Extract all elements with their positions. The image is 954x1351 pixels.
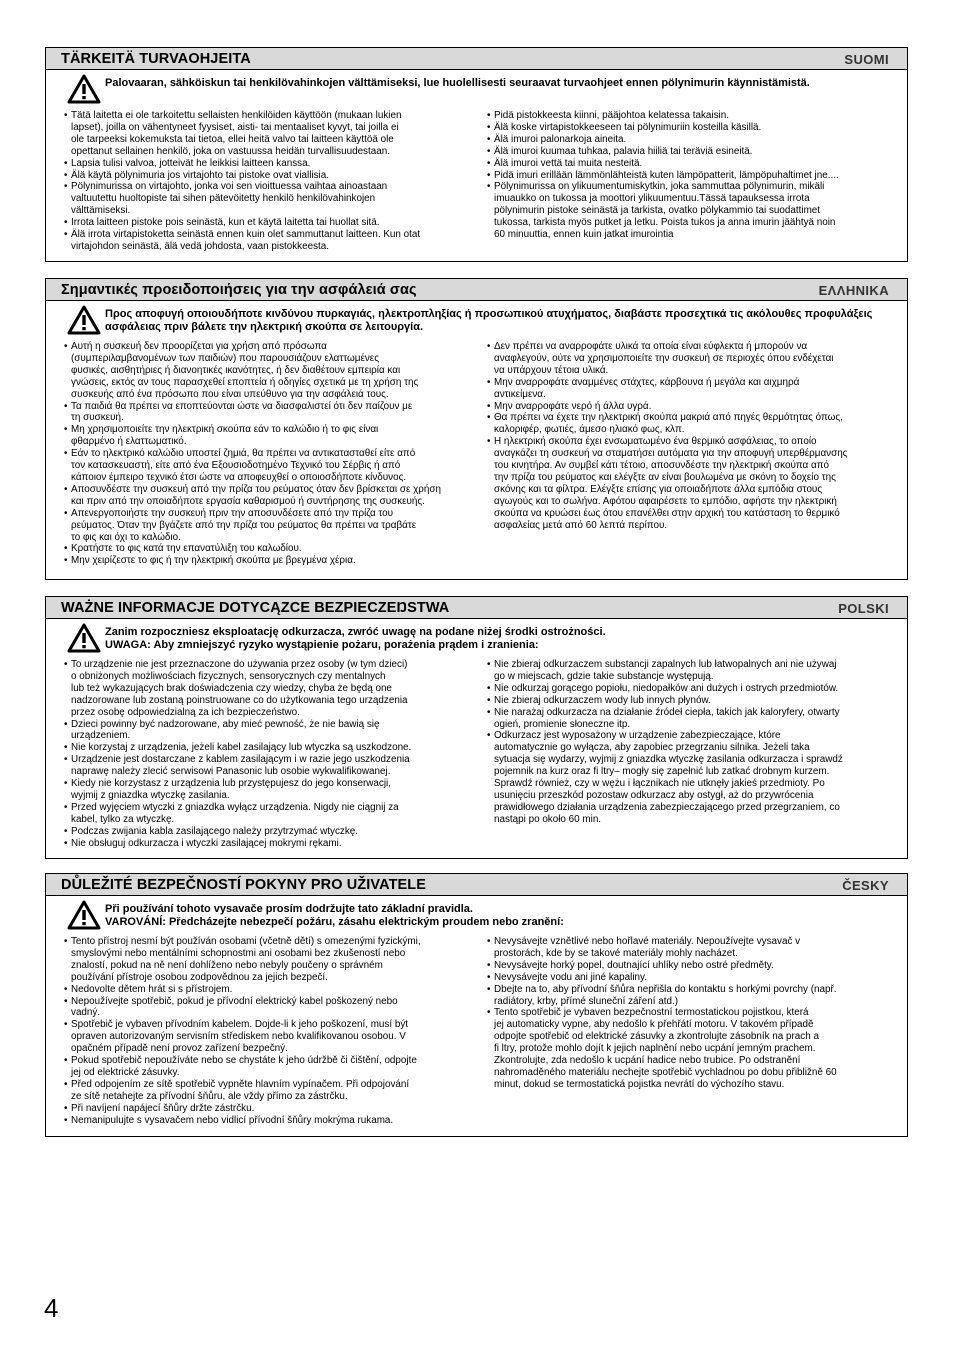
list-item: • Nie zbieraj odkurzaczem substancji zapalnych lub łatwopalnych ani nie używaj go w miejscach, gdzie takie substancje występują. [487, 659, 887, 683]
list-item: • Odkurzacz jest wyposażony w urządzenie zabezpieczające, które automatycznie go wyłącza, aby zapobiec przegrzaniu silnika. Jeżeli taka sytuacja się wydarzy, wyjmij z gniazdka wtyczkę zasilania odkurzacza i sprawdź pojemnik na kurz oraz fi ltry– mogły się zapełnić lub zatkać drobnym kurzem. Sprawdź również, czy w wężu i łącznikach nie utknęły jakieś przedmioty. Po usunięciu przeszkód pozostaw odkurzacz aby ostygł, aż do przywrócenia prawidłowego działania urządzenia zabezpieczającego przed przegrzaniem, co nastąpi po około 60 min. [487, 730, 887, 825]
list-item: • Pidä pistokkeesta kiinni, pääjohtoa kelatessa takaisin. [487, 110, 887, 122]
section-title: WAŻNE INFORMACJE DOTYCĄZCE BEZPIECZEŊSTWA [61, 600, 450, 616]
section-ellinika [45, 278, 908, 580]
page-number: 4 [44, 1293, 59, 1323]
warning-triangle-icon [67, 900, 101, 930]
warning-text: Προς αποφυγή οποιουδήποτε κινδύνου πυρκαγιάς, ηλεκτροπληξίας ή προσωπικού ατυχήματος, διαβάστε προσεχτικά τις ακόλουθες προφυλάξεις ασφάλειας πριν βάλετε την ηλεκτρική σκούπα σε λειτουργία. [105, 308, 873, 333]
list-item: • Dbejte na to, aby přívodní šňůra nepřišla do kontaktu s horkými povrchy (např. radiátory, krby, přímé sluneční záření atd.) [487, 984, 887, 1008]
warning-triangle-icon [67, 623, 101, 653]
section-cesky [45, 873, 908, 1137]
warning-text: Zanim rozpoczniesz eksploatację odkurzacza, zwróć uwagę na podane niżej środki ostrożności. UWAGA: Aby zmniejszyć ryzyko wystąpienie pożaru, porażenia prądem i zranienia: [105, 626, 606, 651]
section-title: DŮLEŽITÉ BEZPEČNOSTÍ POKYNY PRO UŽIVATELE [61, 877, 427, 893]
section-header [46, 597, 907, 619]
list-item: • Nevysávejte vznětlivé nebo hořlavé materiály. Nepoužívejte vysavač v prostorách, kde by se takové materiály mohly nacházet. [487, 936, 887, 960]
list-item: • Nevysávejte vodu ani jiné kapaliny. [487, 972, 887, 984]
list-item: • Nepoužívejte spotřebič, pokud je přívodní elektrický kabel poškozený nebo vadný. [64, 996, 469, 1020]
list-item: • Αυτή η συσκευή δεν προορίζεται για χρήση από πρόσωπα (συμπεριλαμβανομένων των παιδιών) που παρουσιάζουν ελαττωμένες φυσικές, αισθητήριες ή διανοητικές ικανότητες, ή δεν διαθέτουν εμπειρία και γνώσεις, εκτός αν τους παρασχεθεί εποπτεία ή οδηγίες σχετικά με τη χρήση της συσκευής από ένα πρόσωπο που είναι υπεύθυνο για την ασφάλειά τους. [64, 341, 469, 401]
list-item: • Nie odkurzaj gorącego popiołu, niedopałków ani dużych i ostrych przedmiotów. [487, 683, 887, 695]
warning-row [46, 619, 907, 659]
list-item: • Lapsia tulisi valvoa, jotteivät he leikkisi laitteen kanssa. [64, 158, 469, 170]
list-item: • Nie obsługuj odkurzacza i wtyczki zasilającej mokrymi rękami. [64, 838, 469, 850]
list-item: • Älä imuroi palonarkoja aineita. [487, 134, 887, 146]
list-item: • Älä käytä pölynimuria jos virtajohto tai pistoke ovat viallisia. [64, 170, 469, 182]
section-suomi [45, 47, 908, 262]
list-item: • Τα παιδιά θα πρέπει να εποπτεύονται ώστε να διασφαλιστεί ότι δεν παίζουν με τη συσκευή. [64, 401, 469, 425]
list-item: • Pokud spotřebič nepoužíváte nebo se chystáte k jeho údržbě či čištění, odpojte jej od elektrické zásuvky. [64, 1055, 469, 1079]
warning-triangle-icon [67, 305, 101, 335]
list-item: • Při navíjení napájecí šňůry držte zástrčku. [64, 1103, 469, 1115]
list-item: • Pölynimurissa on ylikuumentumiskytkin, joka sammuttaa pölynimurin, mikäli imuaukko on tukossa ja moottori ylikuumentuu.Tässä tapauksessa irrota pölynimurin pistoke seinästä ja tarkista, ovatko pölykammio tai suodattimet tukossa, tarkista myös putket ja letku. Poista tukos ja anna imurin jäähtyä noin 60 minuuttia, ennen kuin jatkat imurointia [487, 181, 887, 241]
list-item: • Εάν το ηλεκτρικό καλώδιο υποστεί ζημιά, θα πρέπει να αντικατασταθεί είτε από τον κατασκευαστή, είτε από ένα Εξουσιοδοτημένο Τεχνικό του Σέρβις ή από κάποιον έμπειρο τεχνικό έτσι ώστε να αποφευχθεί ο οποιοσδήποτε κίνδυνος. [64, 448, 469, 484]
left-column [64, 341, 469, 567]
warning-text: Palovaaran, sähköiskun tai henkilövahinkojen välttämiseksi, lue huolellisesti seuraavat turvaohjeet ennen pölynimurin käynnistämistä. [105, 77, 810, 89]
list-item: • Nie korzystaj z urządzenia, jeżeli kabel zasilający lub wtyczka są uszkodzone. [64, 742, 469, 754]
list-item: • Dzieci powinny być nadzorowane, aby mieć pewność, że nie bawią się urządzeniem. [64, 719, 469, 743]
list-item: • Älä irrota virtapistoketta seinästä ennen kuin olet sammuttanut laitteen. Kun otat virtajohdon seinästä, älä vedä johdosta, vaan pistokkeesta. [64, 229, 469, 253]
left-column [64, 659, 469, 850]
list-item: • Älä koske virtapistokkeeseen tai pölynimuriin kosteilla käsillä. [487, 122, 887, 134]
list-item: • Pidä imuri erillään lämmönlähteistä kuten lämpöpatterit, lämpöpuhaltimet jne.... [487, 170, 887, 182]
section-title: TÄRKEITÄ TURVAOHJEITA [61, 51, 251, 67]
list-item: • Před odpojením ze sítě spotřebič vypněte hlavním vypínačem. Při odpojování ze sítě netahejte za přívodní šňůru, ale vždy přímo za zástrčku. [64, 1079, 469, 1103]
section-header [46, 279, 907, 301]
language-label: ČESKY [842, 878, 889, 893]
section-polski [45, 596, 908, 859]
list-item: • Tento přístroj nesmí být používán osobami (včetně dětí) s omezenými fyzickými, smyslovými nebo mentálními schopnostmi ani osobami bez zkušeností nebo znalostí, pokud na ně není dohlíženo nebo nebyly poučeny o správném používání přístroje osobou zodpovědnou za jejich bezpečí. [64, 936, 469, 984]
list-item: • Urządzenie jest dostarczane z kablem zasilającym i w razie jego uszkodzenia naprawę należy zlecić serwisowi Panasonic lub osobie wykwalifikowanej. [64, 754, 469, 778]
left-column [64, 936, 469, 1127]
right-column [487, 936, 887, 1091]
list-item: • Tätä laitetta ei ole tarkoitettu sellaisten henkilöiden käyttöön (mukaan lukien lapset), joilla on vähentyneet fyysiset, aisti- tai mentaaliset kyvyt, tai joilla ei ole tarpeeksi kokemuksta tai tietoa, ellei heitä valvo tai laitteen käyttöä ole opettanut sellainen henkilö, joka on vastuussa heidän turvallisuudestaan. [64, 110, 469, 158]
list-item: • Älä imuroi vettä tai muita nesteitä. [487, 158, 887, 170]
left-column [64, 110, 469, 253]
list-item: • Nemanipulujte s vysavačem nebo vidlicí přívodní šňůry mokrýma rukama. [64, 1115, 469, 1127]
list-item: • Μη χρησιμοποιείτε την ηλεκτρική σκούπα εάν το καλώδιο ή το φις είναι φθαρμένο ή ελαττωματικό. [64, 424, 469, 448]
warning-row [46, 896, 907, 936]
list-item: • Μην χειρίζεστε το φις ή την ηλεκτρική σκούπα με βρεγμένα χέρια. [64, 555, 469, 567]
warning-text: Při používání tohoto vysavače prosím dodržujte tato základní pravidla. VAROVÁNÍ: Předcházejte nebezpečí požáru, zásahu elektrickým proudem nebo zranění: [105, 903, 564, 928]
language-label: POLSKI [838, 601, 889, 616]
right-column [487, 341, 887, 532]
list-item: • Μην αναρροφάτε νερό ή άλλα υγρά. [487, 401, 887, 413]
warning-row [46, 70, 907, 110]
list-item: • Αποσυνδέστε την συσκευή από την πρίζα του ρεύματος όταν δεν βρίσκεται σε χρήση και πριν από την οποιαδήποτε εργασία καθαρισμού ή συντήρησης της συσκευής. [64, 484, 469, 508]
section-header [46, 48, 907, 70]
list-item: • Kiedy nie korzystasz z urządzenia lub przystępujesz do jego konserwacji, wyjmij z gniazdka wtyczkę zasilania. [64, 778, 469, 802]
list-item: • Przed wyjęciem wtyczki z gniazdka wyłącz urządzenia. Nigdy nie ciągnij za kabel, tylko za wtyczkę. [64, 802, 469, 826]
list-item: • Η ηλεκτρική σκούπα έχει ενσωματωμένο ένα θερμικό ασφάλειας, το οποίο αναγκάζει τη συσκευή να σταματήσει αυτόματα για την αποφυγή υπερθέρμανσης του κινητήρα. Αν συμβεί κάτι τέτοιο, αποσυνδέστε την ηλεκτρική σκούπα από την πρίζα του ρεύματος και ελέγξτε αν είναι βουλωμένα με σκόνη το δοχείο της σκόνης και τα φίλτρα. Ελέγξτε επίσης για οποιαδήποτε άλλα εμπόδια στους αγωγούς και το σωλήνα. Αφότου αφαιρέσετε το εμπόδιο, αφήστε την ηλεκτρική σκούπα να κρυώσει έως ότου επανέλθει στην αρχική του κατάσταση το θερμικό ασφαλείας μετά από 60 λεπτά περίπου. [487, 436, 887, 531]
section-header [46, 874, 907, 896]
language-label: ΕΛΛΗΝΙΚΑ [818, 283, 889, 298]
warning-triangle-icon [67, 74, 101, 104]
list-item: • Δεν πρέπει να αναρροφάτε υλικά τα οποία είναι εύφλεκτα ή μπορούν να αναφλεγούν, ούτε να χρησιμοποιείτε την συσκευή σε περιοχές όπου ενδέχεται να υπάρχουν τέτοια υλικά. [487, 341, 887, 377]
list-item: • Älä imuroi kuumaa tuhkaa, palavia hiiliä tai teräviä esineitä. [487, 146, 887, 158]
list-item: • Podczas zwijania kabla zasilającego należy przytrzymać wtyczkę. [64, 826, 469, 838]
list-item: • Pölynimurissa on virtajohto, jonka voi sen vioittuessa vaihtaa ainoastaan valtuutettu huoltopiste tai sihen pätevöitetty henkilö henkilövahinkojen välttämiseksi. [64, 181, 469, 217]
list-item: • Θα πρέπει να έχετε την ηλεκτρική σκούπα μακριά από πηγές θερμότητας όπως, καλοριφέρ, φωτιές, άμεσο ηλιακό φως, κλπ. [487, 412, 887, 436]
list-item: • Nedovolte dětem hrát si s přístrojem. [64, 984, 469, 996]
list-item: • To urządzenie nie jest przeznaczone do używania przez osoby (w tym dzieci) o obniżonych możliwościach fizycznych, sensorycznych czy mentalnych lub też wykazujących brak doświadczenia czy wiedzy, chyba że będą one nadzorowane lub zostaną poinstruowane co do użytkowania tego urządzenia przez osobę odpowiedzialną za ich bezpieczeństwo. [64, 659, 469, 719]
list-item: • Spotřebič je vybaven přívodním kabelem. Dojde-li k jeho poškození, musí být opraven autorizovaným servisním střediskem nebo kvalifikovanou osobou. V opačném případě není provoz zařízení bezpečný. [64, 1019, 469, 1055]
warning-row [46, 301, 907, 341]
list-item: • Irrota laitteen pistoke pois seinästä, kun et käytä laitetta tai huollat sitä. [64, 217, 469, 229]
language-label: SUOMI [844, 52, 889, 67]
list-item: • Μην αναρροφάτε αναμμένες στάχτες, κάρβουνα ή μεγάλα και αιχμηρά αντικείμενα. [487, 377, 887, 401]
list-item: • Nie zbieraj odkurzaczem wody lub innych płynów. [487, 695, 887, 707]
list-item: • Κρατήστε το φις κατά την επανατύλιξη του καλωδίου. [64, 543, 469, 555]
section-title: Σημαντικές προειδοποιήσεις για την ασφάλειά σας [61, 282, 417, 298]
right-column [487, 659, 887, 826]
list-item: • Tento spotřebič je vybaven bezpečnostní termostatickou pojistkou, která jej automaticky vypne, aby nedošlo k přehřátí motoru. V takovém případě odpojte spotřebič od elektrické zásuvky a zkontrolujte zásobník na prach a fi ltry, protože mohlo dojít k jejich naplnění nebo ucpání jemným prachem. Zkontrolujte, zda nedošlo k ucpání hadice nebo trubice. Po odstranění nahromaděného materiálu nechejte spotřebič vychladnou po dobu přibližně 60 minut, dokud se termostatická pojistka nevrátí do výchozího stavu. [487, 1007, 887, 1090]
list-item: • Απενεργοποιήστε την συσκευή πριν την αποσυνδέσετε από την πρίζα του ρεύματος. Όταν την βγάζετε από την πρίζα του ρεύματος θα πρέπει να τραβάτε το φις και όχι το καλώδιο. [64, 508, 469, 544]
list-item: • Nie narażaj odkurzacza na działanie źródeł ciepła, takich jak kaloryfery, otwarty ogień, promienie słoneczne itp. [487, 707, 887, 731]
list-item: • Nevysávejte horký popel, doutnající uhlíky nebo ostré předměty. [487, 960, 887, 972]
right-column [487, 110, 887, 241]
